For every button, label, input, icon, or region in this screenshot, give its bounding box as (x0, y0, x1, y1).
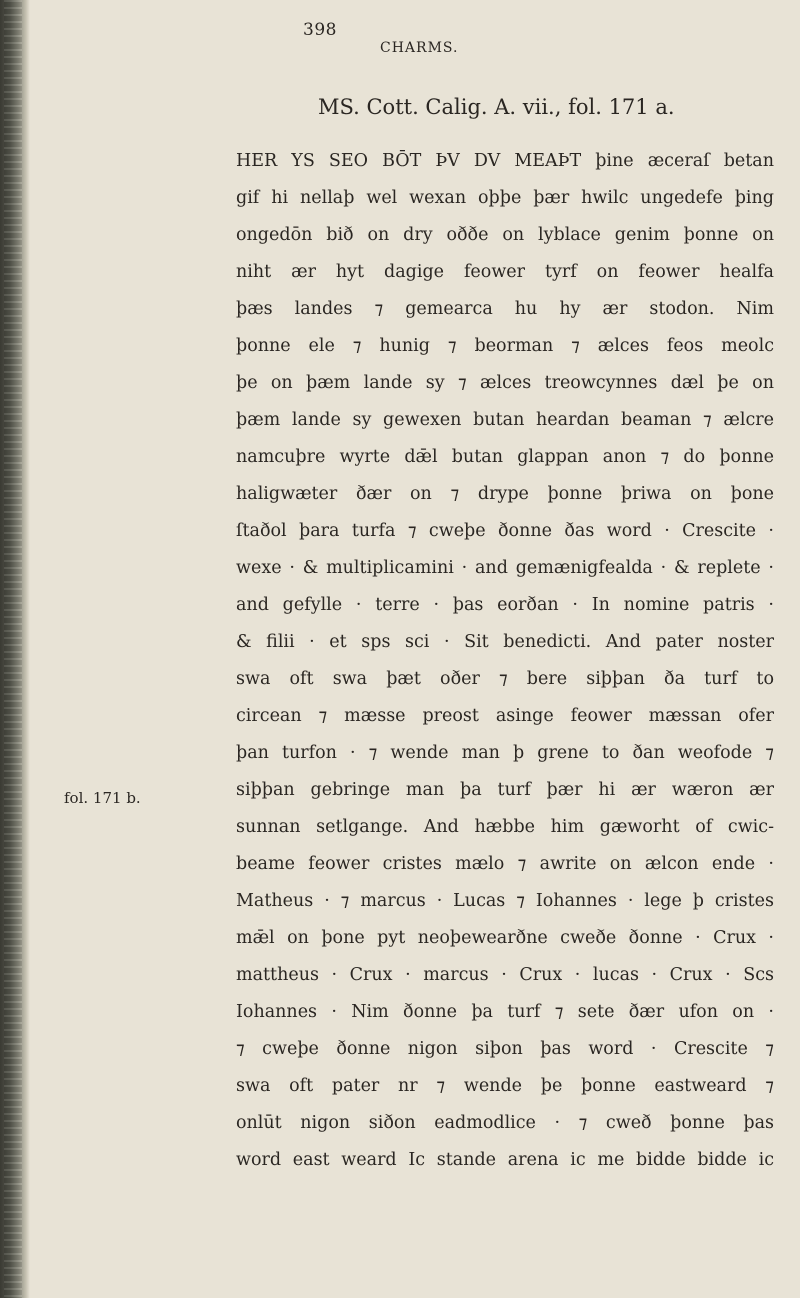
text-line: ſtaðol þara turfa ⁊ cweþe ðonne ðas word · Crescite · (236, 521, 774, 541)
text-line: beame feower cristes mælo ⁊ awrite on ælcon ende · (236, 854, 774, 874)
text-line: mattheus · Crux · marcus · Crux · lucas · Crux · Scs (236, 965, 774, 985)
text-line: Matheus · ⁊ marcus · Lucas ⁊ Iohannes · lege þ cristes (236, 891, 774, 911)
text-line: þan turfon · ⁊ wende man þ grene to ðan weofode ⁊ (236, 743, 774, 763)
text-line: sunnan setlgange. And hæbbe him gæworht of cwic- (236, 817, 774, 837)
text-line: þe on þæm lande sy ⁊ ælces treowcynnes dæl þe on (236, 373, 774, 393)
text-line: word east weard Ic stande arena ic me bidde bidde ic (236, 1150, 774, 1170)
text-line: þæm lande sy gewexen butan heardan beaman ⁊ ælcre (236, 410, 774, 430)
text-line: haligwæter ðær on ⁊ drype þonne þriwa on þone (236, 484, 774, 504)
text-line: ⁊ cweþe ðonne nigon siþon þas word · Crescite ⁊ (236, 1039, 774, 1059)
manuscript-reference: MS. Cott. Calig. A. vii., fol. 171 a. (318, 95, 675, 119)
text-line: namcuþre wyrte dǣl butan glappan anon ⁊ do þonne (236, 447, 774, 467)
text-line: gif hi nellaþ wel wexan oþþe þær hwilc ungedefe þing (236, 188, 774, 208)
text-line: niht ær hyt dagige feower tyrf on feower healfa (236, 262, 774, 282)
text-line: circean ⁊ mæsse preost asinge feower mæssan ofer (236, 706, 774, 726)
text-line: & filii · et sps sci · Sit benedicti. And pater noster (236, 632, 774, 652)
text-line: swa oft swa þæt oðer ⁊ bere siþþan ða turf to (236, 669, 774, 689)
text-line: þæs landes ⁊ gemearca hu hy ær stodon. Nim (236, 299, 774, 319)
text-line: þonne ele ⁊ hunig ⁊ beorman ⁊ ælces feos meolc (236, 336, 774, 356)
margin-folio-note: fol. 171 b. (64, 789, 141, 807)
text-line: HER YS SEO BŌT ÞV DV MEAÞT þine æceraſ betan (236, 151, 774, 171)
text-line: ongedōn bið on dry oððe on lyblace genim þonne on (236, 225, 774, 245)
running-head: CHARMS. (380, 40, 459, 56)
body-text (236, 143, 774, 1179)
binding-texture (4, 0, 22, 1298)
text-line: Iohannes · Nim ðonne þa turf ⁊ sete ðær ufon on · (236, 1002, 774, 1022)
text-line: wexe · & multiplicamini · and gemænigfealda · & replete · (236, 558, 774, 578)
text-line: onlūt nigon siðon eadmodlice · ⁊ cweð þonne þas (236, 1113, 774, 1133)
page-number: 398 (303, 20, 337, 40)
text-line: siþþan gebringe man þa turf þær hi ær wæron ær (236, 780, 774, 800)
text-line: and gefylle · terre · þas eorðan · In nomine patris · (236, 595, 774, 615)
text-line: swa oft pater nr ⁊ wende þe þonne eastweard ⁊ (236, 1076, 774, 1096)
text-line: mǣl on þone pyt neoþewearðne cweðe ðonne · Crux · (236, 928, 774, 948)
